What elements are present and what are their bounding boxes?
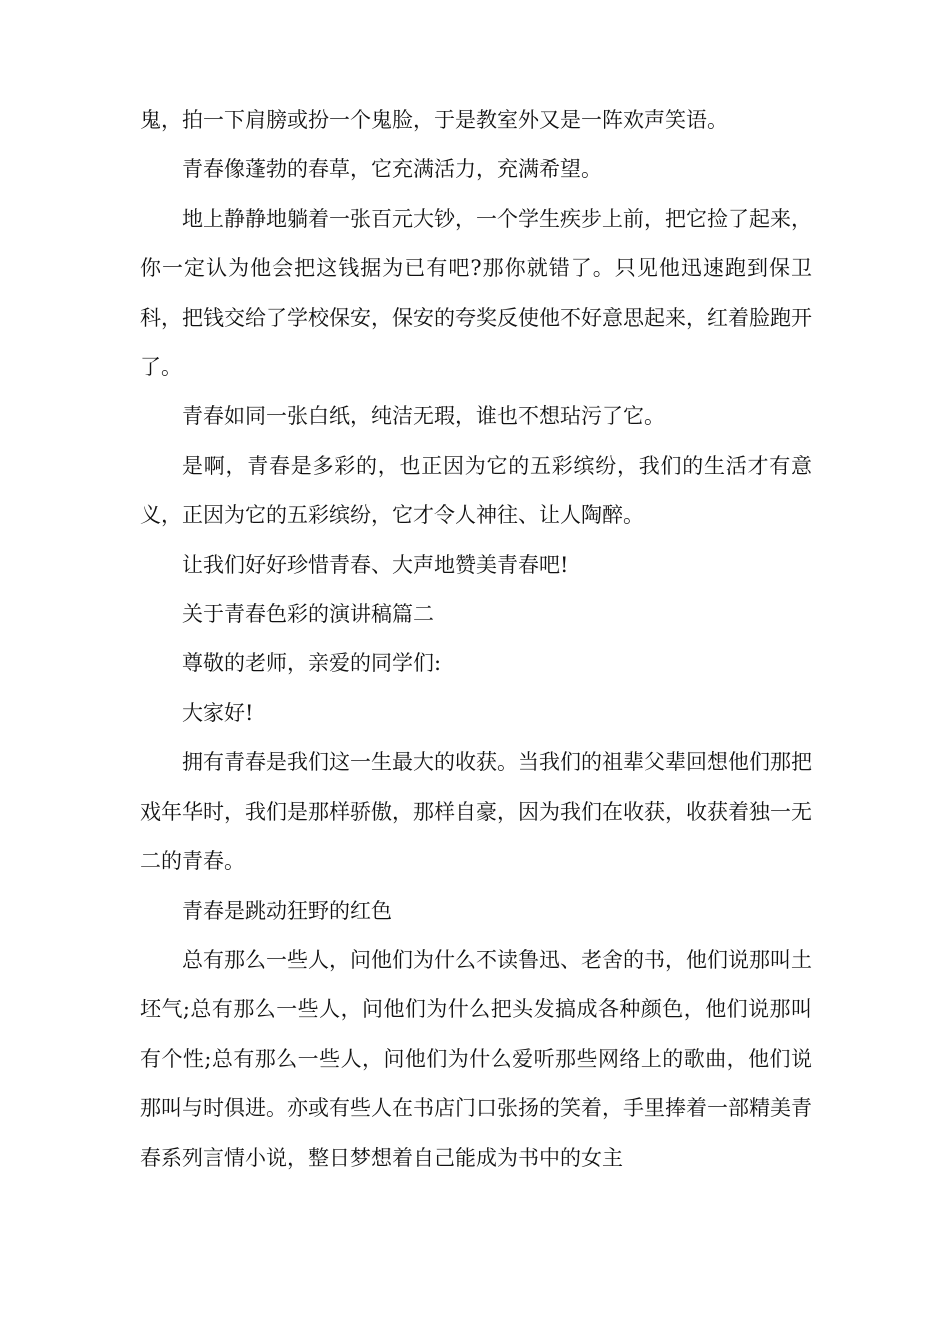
paragraph: 是啊，青春是多彩的，也正因为它的五彩缤纷，我们的生活才有意义，正因为它的五彩缤纷，它才令人神往、让人陶醉。 (140, 453, 812, 528)
subheading: 青春是跳动狂野的红色 (182, 898, 392, 923)
paragraph: 青春像蓬勃的春草，它充满活力，充满希望。 (182, 157, 602, 182)
paragraph: 拥有青春是我们这一生最大的收获。当我们的祖辈父辈回想他们那把戏年华时，我们是那样骄傲，那样自豪，因为我们在收获，收获着独一无二的青春。 (140, 750, 812, 874)
salutation: 尊敬的老师，亲爱的同学们: (182, 651, 442, 676)
paragraph: 青春如同一张白纸，纯洁无瑕，谁也不想玷污了它。 (182, 404, 665, 429)
section-title: 关于青春色彩的演讲稿篇二 (182, 602, 434, 627)
paragraph-continuation: 鬼，拍一下肩膀或扮一个鬼脸，于是教室外又是一阵欢声笑语。 (140, 108, 728, 132)
paragraph: 让我们好好珍惜青春、大声地赞美青春吧! (182, 552, 569, 577)
paragraph: 地上静静地躺着一张百元大钞，一个学生疾步上前，把它捡了起来，你一定认为他会把这钱据为已有吧?那你就错了。只见他迅速跑到保卫科，把钱交给了学校保安，保安的夸奖反使他不好意思起来，红着脸跑开了。 (140, 206, 812, 380)
greeting: 大家好! (182, 700, 254, 725)
paragraph: 总有那么一些人，问他们为什么不读鲁迅、老舍的书，他们说那叫土坯气;总有那么一些人，问他们为什么把头发搞成各种颜色，他们说那叫有个性;总有那么一些人，问他们为什么爱听那些网络上的歌曲，他们说那叫与时俱进。亦或有些人在书店门口张扬的笑着，手里捧着一部精美青春系列言情小说，整日梦想着自己能成为书中的女主 (140, 947, 812, 1170)
document-body (140, 96, 812, 1183)
